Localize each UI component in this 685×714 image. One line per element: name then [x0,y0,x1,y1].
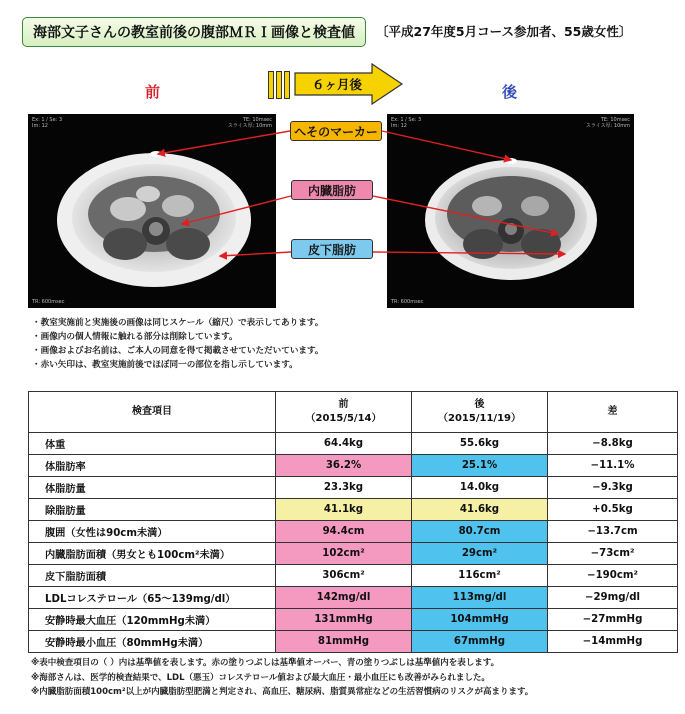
row-item: LDLコレステロール（65〜139mg/dl） [29,587,276,609]
table-row [29,609,678,631]
header-after-label: 後 [474,399,485,410]
table-row [29,499,678,521]
header-after [412,392,548,433]
row-diff-value: +0.5kg [548,499,678,521]
row-after-value: 104mmHg [412,609,548,631]
subcutaneous-fat-tag: 皮下脂肪 [291,239,373,259]
period-label: ６ヶ月後 [311,77,362,92]
table-row [29,631,678,653]
row-item: 体脂肪率 [29,455,276,477]
row-after-value: 14.0kg [412,477,548,499]
note-line: ・画像およびお名前は、ご本人の同意を得て掲載させていただいています。 [32,346,324,356]
table-row [29,477,678,499]
row-after-value: 29cm² [412,543,548,565]
row-diff-value: −14mmHg [548,631,678,653]
row-diff-value: −11.1% [548,455,678,477]
row-before-value: 102cm² [276,543,412,565]
row-diff-value: −190cm² [548,565,678,587]
table-header-row [29,392,678,433]
row-item: 体脂肪量 [29,477,276,499]
table-row [29,433,678,455]
mri-after-image: Ex: 1 / Se: 3 Im: 12 TE: 10msec スライス厚: 10mm TR: 600msec [387,114,634,308]
header-before-date: （2015/5/14） [305,413,382,424]
row-item: 体重 [29,433,276,455]
row-after-value: 55.6kg [412,433,548,455]
table-row [29,543,678,565]
header-diff: 差 [548,392,678,433]
row-before-value: 142mg/dl [276,587,412,609]
row-diff-value: −13.7cm [548,521,678,543]
results-table [28,391,678,653]
row-item: 腹囲（女性は90cm未満） [29,521,276,543]
after-label: 後 [502,83,518,101]
row-before-value: 41.1kg [276,499,412,521]
note-line: ・画像内の個人情報に触れる部分は削除しています。 [32,332,238,342]
note-line: ・赤い矢印は、教室実施前後でほぼ同一の部位を指し示しています。 [32,360,298,370]
footnote-line: ※表中検査項目の（ ）内は基準値を表します。赤の塗りつぶしは基準値オーバー、青の塗りつぶしは基準値内を表します。 [31,658,500,668]
row-before-value: 64.4kg [276,433,412,455]
image-notes [32,316,324,372]
mri-before-image: Ex: 1 / Se: 3 Im: 12 TE: 10msec スライス厚: 10mm TR: 600msec [28,114,276,308]
row-diff-value: −27mmHg [548,609,678,631]
footnote-line: ※海部さんは、医学的検査結果で、LDL（悪玉）コレステロール値および最大血圧・最小血圧にも改善がみられました。 [31,672,490,683]
row-item: 安静時最大血圧（120mmHg未満） [29,609,276,631]
row-diff-value: −73cm² [548,543,678,565]
row-diff-value: −9.3kg [548,477,678,499]
row-after-value: 113mg/dl [412,587,548,609]
table-row [29,521,678,543]
visceral-fat-tag: 内臓脂肪 [291,180,373,200]
navel-marker-tag: へそのマーカー [290,121,382,141]
row-item: 除脂肪量 [29,499,276,521]
row-before-value: 94.4cm [276,521,412,543]
row-before-value: 23.3kg [276,477,412,499]
footnote-line: ※内臓脂肪面積100cm²以上が内臓脂肪型肥満と判定され、高血圧、糖尿病、脂質異常症などの生活習慣病のリスクが高まります。 [31,687,534,697]
row-before-value: 131mmHg [276,609,412,631]
row-item: 内臓脂肪面積（男女とも100cm²未満） [29,543,276,565]
header-before [276,392,412,433]
row-item: 皮下脂肪面積 [29,565,276,587]
row-after-value: 67mmHg [412,631,548,653]
page-title: 海部文子さんの教室前後の腹部ＭＲＩ画像と検査値 [22,17,366,47]
row-before-value: 306cm² [276,565,412,587]
row-diff-value: −8.8kg [548,433,678,455]
row-before-value: 36.2% [276,455,412,477]
row-item: 安静時最小血圧（80mmHg未満） [29,631,276,653]
before-label: 前 [145,83,161,101]
table-row [29,565,678,587]
page-subtitle: 〔平成27年度5月コース参加者、55歳女性〕 [376,24,632,39]
row-before-value: 81mmHg [276,631,412,653]
row-after-value: 80.7cm [412,521,548,543]
header-after-date: （2015/11/19） [438,413,521,424]
note-line: ・教室実施前と実施後の画像は同じスケール（縮尺）で表示してあります。 [32,318,324,328]
row-after-value: 41.6kg [412,499,548,521]
table-row [29,587,678,609]
row-after-value: 25.1% [412,455,548,477]
header-item: 検査項目 [29,392,276,433]
row-diff-value: −29mg/dl [548,587,678,609]
footnotes [31,656,533,700]
table-row [29,455,678,477]
row-after-value: 116cm² [412,565,548,587]
header-before-label: 前 [338,399,349,410]
